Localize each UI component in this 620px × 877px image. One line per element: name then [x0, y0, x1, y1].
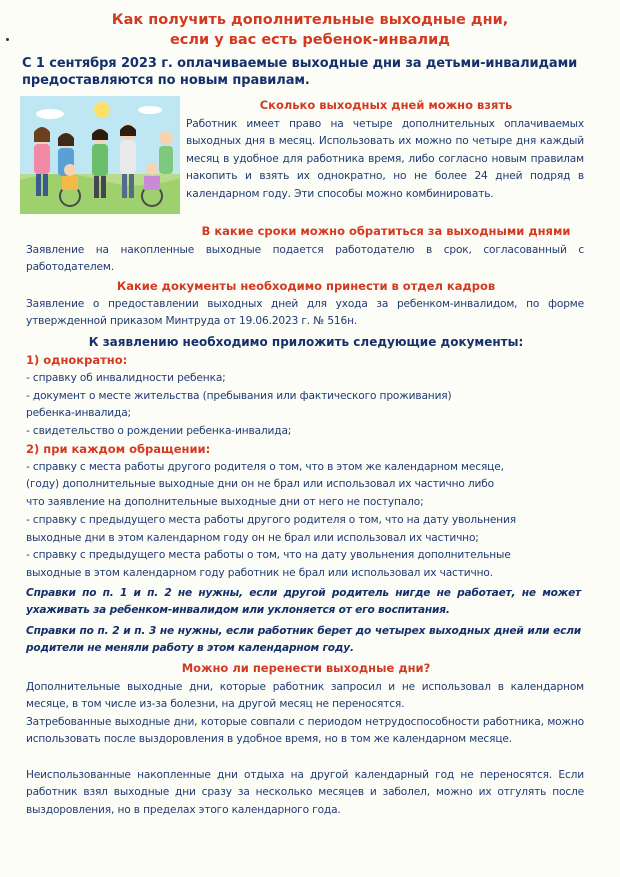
title-line-1: Как получить дополнительные выходные дни, [111, 12, 509, 28]
section1-text: Работник имеет право на четыре дополнительных оплачиваемых выходных дня в месяц. Использовать их можно по четыре дня каждый месяц в удобное для работника время, либо согласно новым правилам накопить и взять их однократно, но не более 24 дней подряд в календарном году. Эти способы можно комбинировать. [186, 118, 584, 200]
section2-text: Заявление на накопленные выходные подается работодателю в срок, согласованный с работодателем. [26, 244, 584, 274]
each-item: что заявление на дополнительные выходные дни от него не поступало; [26, 496, 424, 508]
sun-icon [94, 102, 110, 118]
section2-heading: В какие сроки можно обратиться за выходными днями [201, 224, 571, 238]
each-item: - справку с предыдущего места работы о том, что на дату увольнения дополнительные [26, 549, 511, 561]
once-item: - документ о месте жительства (пребывания или фактического проживания) [26, 390, 452, 402]
each-item: - справку с места работы другого родителя о том, что в этом же календарном месяце, [26, 461, 504, 473]
once-item: - свидетельство о рождении ребенка-инвалида; [26, 425, 292, 437]
title-line-2: если у вас есть ребенок-инвалид [169, 32, 451, 48]
each-item: выходные в этом календарном году работник не брал или использовал их частично. [26, 567, 493, 579]
scan-dot [6, 38, 9, 41]
section4-p2: Затребованные выходные дни, которые совпали с периодом нетрудоспособности работника, можно использовать после выздоровления в удобное время, но в том же календарном месяце. [26, 716, 584, 746]
section4-heading: Можно ли перенести выходные дни? [181, 661, 431, 675]
note-1: Справки по п. 1 и п. 2 не нужны, если другой родитель нигде не работает, не может ухаживать за ребенком-инвалидом или уклоняется от его воспитания. [26, 587, 581, 617]
documents-heading: К заявлению необходимо приложить следующие документы: [88, 335, 524, 349]
once-heading: 1) однократно: [26, 353, 128, 367]
once-item: ребенка-инвалида; [26, 407, 131, 419]
section1-heading: Сколько выходных дней можно взять [259, 98, 513, 112]
section3-heading: Какие документы необходимо принести в отдел кадров [116, 279, 496, 293]
each-item: выходные дни в этом календарном году он не брал или использовал их частично; [26, 532, 479, 544]
note-2: Справки по п. 2 и п. 3 не нужны, если работник берет до четырех выходных дней или если родители не меняли работу в этом календарном году. [26, 625, 581, 655]
section3-text: Заявление о предоставлении выходных дней для ухода за ребенком-инвалидом, по форме утвержденной приказом Минтруда от 19.06.2023 г. № 516н. [26, 298, 584, 328]
once-item: - справку об инвалидности ребенка; [26, 372, 226, 384]
family-illustration [20, 96, 180, 214]
each-item: - справку с предыдущего места работы другого родителя о том, что на дату увольнения [26, 514, 516, 526]
each-heading: 2) при каждом обращении: [26, 442, 211, 456]
section4-p3: Неиспользованные накопленные дни отдыха на другой календарный год не переносятся. Если работник взял выходные дни сразу за несколько месяцев и заболел, можно их отгулять после выздоровления, но в пределах этого календарного года. [26, 769, 584, 816]
each-item: (году) дополнительные выходные дни он не брал или использовал их частично либо [26, 478, 494, 490]
intro-text: С 1 сентября 2023 г. оплачиваемые выходные дни за детьми-инвалидами предоставляются по новым правилам. [22, 56, 578, 88]
section4-p1: Дополнительные выходные дни, которые работник запросил и не использовал в календарном месяце, в том числе из-за болезни, на другой месяц не переносятся. [26, 681, 584, 711]
